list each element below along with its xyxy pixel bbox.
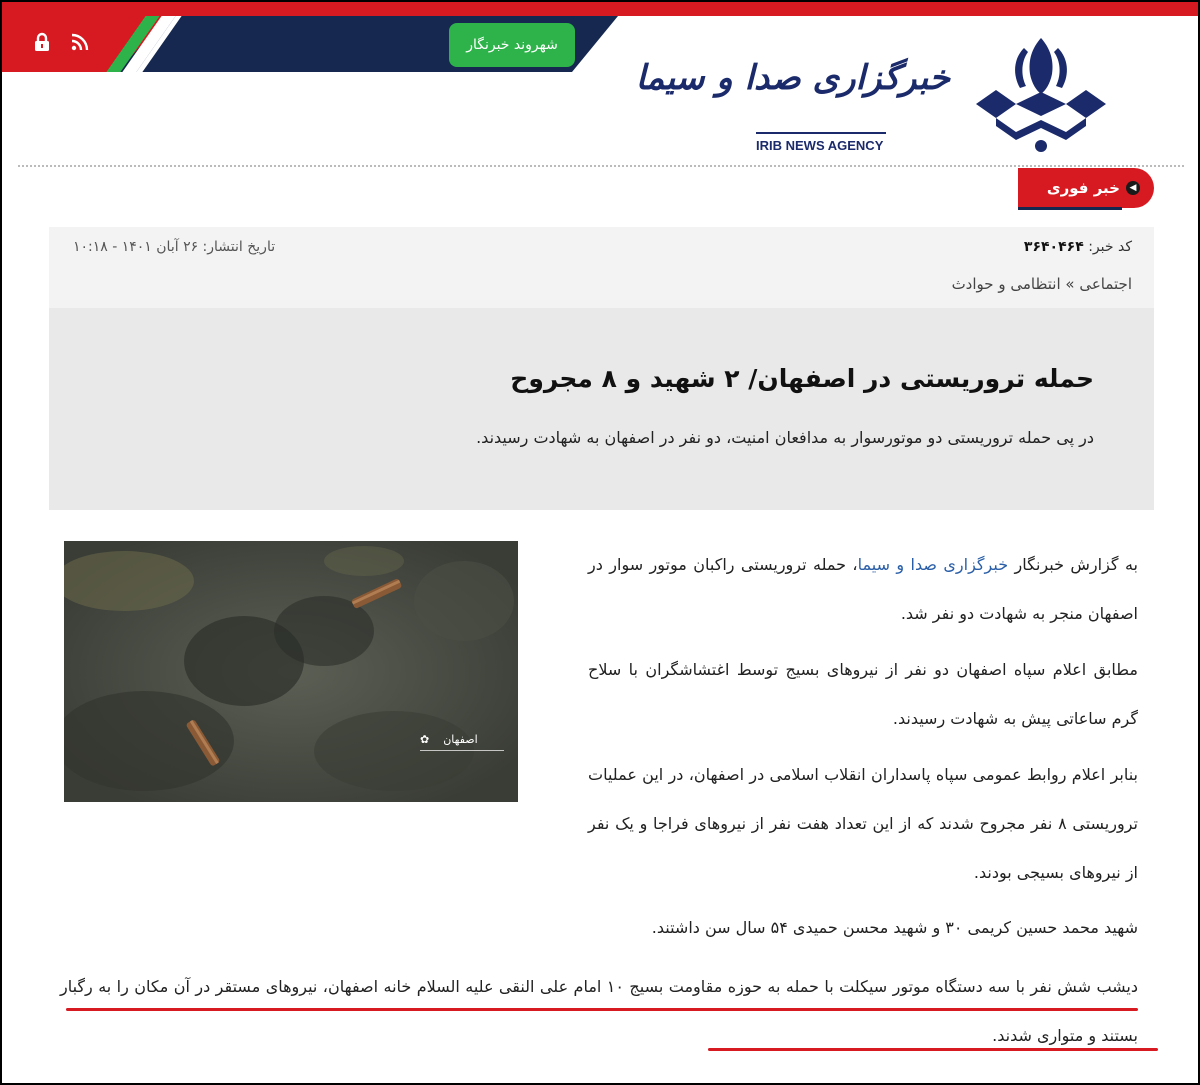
header-red-line [2, 2, 1198, 16]
header-navy-diagonal [572, 16, 618, 72]
photo-watermark-text: اصفهان [443, 733, 478, 746]
lock-icon[interactable] [28, 28, 56, 56]
paragraph-1 [588, 540, 1138, 638]
paragraph-4: شهید محمد حسین کریمی ۳۰ و شهید محسن حمیدی ۵۴ سال سن داشتند. [651, 918, 1138, 937]
logo-underline [756, 132, 886, 134]
publish-date: تاریخ انتشار: ۲۶ آبان ۱۴۰۱ - ۱۰:۱۸ [73, 239, 276, 255]
breaking-news-label: خبر فوری [1046, 179, 1120, 197]
highlight-underline-2 [708, 1048, 1158, 1051]
paragraph-2: مطابق اعلام سپاه اصفهان دو نفر از نیروهای بسیج توسط اغتشاشگران با سلاح گرم ساعاتی پیش به شهادت رسیدند. [588, 660, 1138, 728]
site-logo[interactable] [635, 46, 950, 156]
logo-english-text: IRIB NEWS AGENCY [756, 138, 884, 153]
page-title: حمله تروریستی در اصفهان/ ۲ شهید و ۸ مجروح [510, 364, 1094, 393]
paragraph-3: بنابر اعلام روابط عمومی سپاه پاسداران انقلاب اسلامی در اصفهان، در این عملیات تروریستی ۸ نفر مجروح شدند که از این تعداد هفت نفر از نیروهای فراجا و یک نفر از نیروهای بسیجی بودند. [588, 765, 1138, 882]
agency-link[interactable]: خبرگزاری صدا و سیما [857, 555, 1009, 574]
highlight-underline-1 [66, 1008, 1138, 1011]
p1-before: به گزارش خبرنگار [1008, 555, 1139, 574]
article-meta [49, 227, 1154, 308]
article-lead: در پی حمله تروریستی دو موتورسوار به مدافعان امنیت، دو نفر در اصفهان به شهادت رسیدند. [476, 428, 1094, 447]
irib-emblem-icon [966, 34, 1116, 154]
rss-icon[interactable] [66, 28, 94, 56]
p1-after: ، حمله تروریستی راکبان موتور سوار در اصفهان منجر به شهادت دو نفر شد. [588, 555, 1138, 623]
breadcrumb[interactable]: اجتماعی » انتظامی و حوادث [951, 275, 1132, 293]
breaking-news-tab[interactable] [1018, 168, 1154, 208]
play-circle-icon: ◀ [1126, 181, 1140, 195]
article-photo[interactable] [64, 541, 518, 802]
photo-content [64, 541, 518, 802]
breaking-underline [1018, 207, 1122, 210]
headline-box [49, 308, 1154, 510]
watermark-logo-icon: ✿ [420, 733, 430, 746]
news-code-value: ۳۶۴۰۴۶۴ [1023, 239, 1084, 255]
paragraph-5: دیشب شش نفر با سه دستگاه موتور سیکلت با حمله به حوزه مقاومت بسیج ۱۰ امام علی النقی علیه السلام خانه اصفهان، نیروهای مستقر در آن مکان را به رگبار بستند و متواری شدند. [60, 977, 1139, 1045]
header-divider [18, 165, 1184, 167]
citizen-reporter-button[interactable]: شهروند خبرنگار [449, 23, 575, 67]
news-code [1024, 239, 1132, 255]
news-code-label: کد خبر: [1088, 239, 1132, 255]
photo-watermark [420, 729, 504, 751]
logo-persian-text: خبرگزاری صدا و سیما [635, 58, 950, 98]
